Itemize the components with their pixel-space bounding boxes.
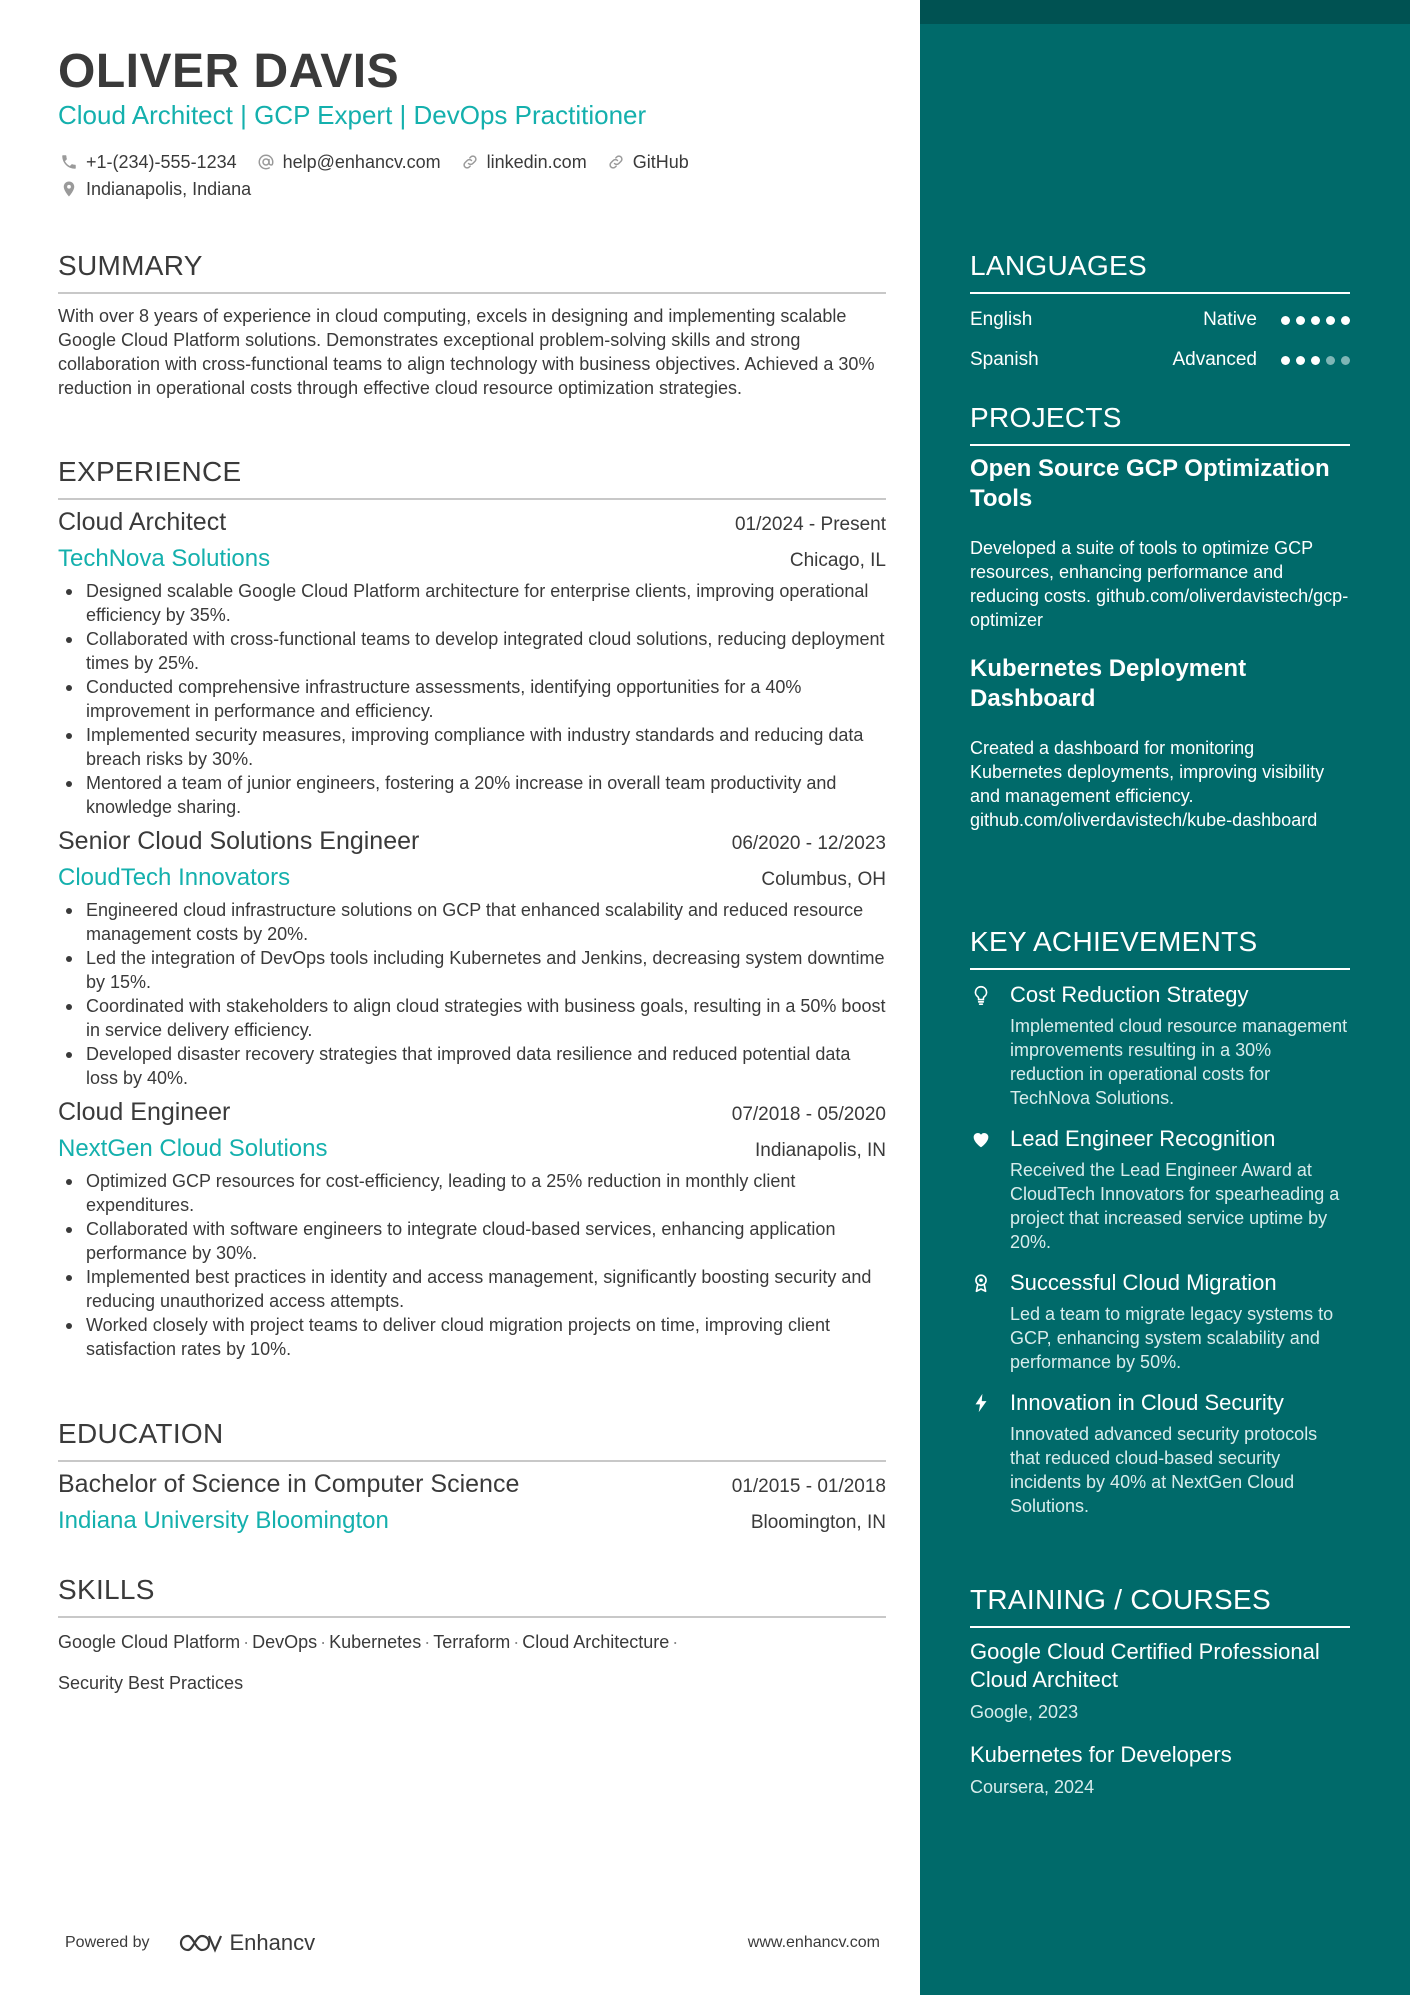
achievement-entry xyxy=(970,980,1350,1110)
education-section xyxy=(58,1418,886,1535)
project-entry xyxy=(970,454,1350,632)
language-name: English xyxy=(970,309,1033,330)
achievement-description: Received the Lead Engineer Award at CloudTech Innovators for spearheading a project that increased service uptime by 20%. xyxy=(1010,1160,1340,1252)
summary-text: With over 8 years of experience in cloud computing, excels in designing and implementing scalable Google Cloud Platform solutions. Demonstrates exceptional problem-solving skills and strong collaboration with cross-functional teams to align technology with business objectives. Achieved a 30% reduction in operational costs through effective cloud resource optimization strategies. xyxy=(58,306,875,398)
job-bullet: Conducted comprehensive infrastructure assessments, identifying opportunities for a 40% improvement in performance and efficiency. xyxy=(58,675,886,723)
rating-dot-filled xyxy=(1281,356,1290,365)
achievement-entry xyxy=(970,1124,1350,1254)
job-role: Cloud Architect xyxy=(58,508,227,536)
skill-item: Security Best Practices xyxy=(58,1673,244,1693)
lightbulb-icon xyxy=(970,980,1010,1110)
job-company: NextGen Cloud Solutions xyxy=(58,1135,328,1162)
language-level: Advanced xyxy=(1172,349,1257,370)
skill-separator: · xyxy=(243,1632,250,1652)
contact-location xyxy=(58,178,251,200)
skill-item: DevOps xyxy=(252,1632,318,1652)
candidate-title: Cloud Architect | GCP Expert | DevOps Practitioner xyxy=(58,100,647,130)
language-rating xyxy=(1275,356,1350,365)
project-title: Kubernetes Deployment Dashboard xyxy=(970,655,1247,712)
heart-icon xyxy=(970,1124,1010,1254)
achievement-entry xyxy=(970,1388,1350,1518)
job-bullet: Developed disaster recovery strategies that improved data resilience and reduced potential data loss by 40%. xyxy=(58,1042,886,1090)
achievement-title: Lead Engineer Recognition xyxy=(1010,1126,1276,1151)
job-bullet: Implemented best practices in identity and access management, significantly boosting security and reducing unauthorized access attempts. xyxy=(58,1265,886,1313)
education-degree: Bachelor of Science in Computer Science xyxy=(58,1470,520,1498)
skills-heading: SKILLS xyxy=(58,1574,886,1618)
email-text: help@enhancv.com xyxy=(282,151,441,172)
job-bullet: Collaborated with cross-functional teams to develop integrated cloud solutions, reducing deployment times by 25%. xyxy=(58,627,886,675)
sidebar-top-bar xyxy=(920,0,1410,24)
footer-website[interactable]: www.enhancv.com xyxy=(747,1934,880,1951)
job-bullet: Coordinated with stakeholders to align cloud strategies with business goals, resulting in a 50% boost in service delivery efficiency. xyxy=(58,994,886,1042)
job-company: TechNova Solutions xyxy=(58,545,271,572)
education-heading: EDUCATION xyxy=(58,1418,886,1462)
job-role: Cloud Engineer xyxy=(58,1098,231,1126)
skill-item: Google Cloud Platform xyxy=(58,1632,241,1652)
job-dates: 07/2018 - 05/2020 xyxy=(731,1104,886,1125)
language-level: Native xyxy=(1203,309,1257,330)
education-school: Indiana University Bloomington xyxy=(58,1507,389,1534)
rating-dot-filled xyxy=(1281,316,1290,325)
job-company: CloudTech Innovators xyxy=(58,864,291,891)
project-description: Developed a suite of tools to optimize GCP resources, enhancing performance and reducing costs. github.com/oliverdavistech/gcp-optimizer xyxy=(970,538,1349,630)
job-location: Columbus, OH xyxy=(761,869,886,890)
education-location: Bloomington, IN xyxy=(750,1512,886,1533)
contact-info xyxy=(58,149,888,203)
link-icon xyxy=(459,151,481,173)
job-bullets xyxy=(58,1169,886,1361)
job-bullet: Designed scalable Google Cloud Platform architecture for enterprise clients, improving operational efficiency by 35%. xyxy=(58,579,886,627)
job-bullet: Engineered cloud infrastructure solutions on GCP that enhanced scalability and reduced resource management costs by 20%. xyxy=(58,898,886,946)
training-section xyxy=(970,1584,1350,1798)
job-entry xyxy=(58,827,886,1090)
job-dates: 01/2024 - Present xyxy=(734,514,886,535)
sidebar xyxy=(920,0,1410,1995)
location-text: Indianapolis, Indiana xyxy=(86,178,252,199)
job-bullet: Optimized GCP resources for cost-efficiency, leading to a 25% reduction in monthly client expenditures. xyxy=(58,1169,886,1217)
skills-section xyxy=(58,1574,886,1704)
rating-dot-filled xyxy=(1311,316,1320,325)
achievement-description: Implemented cloud resource management improvements resulting in a 30% reduction in operational costs for TechNova Solutions. xyxy=(1010,1016,1348,1108)
contact-github[interactable] xyxy=(605,151,689,173)
contact-linkedin[interactable] xyxy=(459,151,587,173)
course-entry xyxy=(970,1638,1350,1723)
rating-dot-filled xyxy=(1311,356,1320,365)
achievement-entry xyxy=(970,1268,1350,1374)
project-description: Created a dashboard for monitoring Kubernetes deployments, improving visibility and management efficiency. github.com/oliverdavistech/kube-dashboard xyxy=(970,738,1325,830)
rating-dot-empty xyxy=(1341,356,1350,365)
linkedin-text: linkedin.com xyxy=(486,151,587,172)
skill-item: Kubernetes xyxy=(329,1632,422,1652)
contact-phone[interactable] xyxy=(58,151,237,173)
course-provider: Coursera, 2024 xyxy=(970,1777,1095,1797)
candidate-name: OLIVER DAVIS xyxy=(58,45,400,98)
rating-dot-filled xyxy=(1296,356,1305,365)
languages-heading: LANGUAGES xyxy=(970,250,1350,294)
lightning-icon xyxy=(970,1388,1010,1518)
skill-item: Cloud Architecture xyxy=(522,1632,670,1652)
location-pin-icon xyxy=(58,178,80,200)
job-entry xyxy=(58,508,886,819)
language-row xyxy=(970,300,1350,340)
rating-dot-filled xyxy=(1341,316,1350,325)
skill-separator: · xyxy=(672,1632,679,1652)
footer xyxy=(65,1928,880,1958)
job-bullets xyxy=(58,898,886,1090)
languages-section xyxy=(970,250,1350,380)
skills-list xyxy=(58,1622,886,1704)
rating-dot-empty xyxy=(1326,356,1335,365)
achievement-description: Led a team to migrate legacy systems to GCP, enhancing system scalability and performance by 50%. xyxy=(1010,1304,1334,1372)
job-dates: 06/2020 - 12/2023 xyxy=(731,833,886,854)
training-heading: TRAINING / COURSES xyxy=(970,1584,1350,1628)
achievement-description: Innovated advanced security protocols that reduced cloud-based security incidents by 40% at NextGen Cloud Solutions. xyxy=(1010,1424,1318,1516)
course-entry xyxy=(970,1741,1350,1798)
award-icon xyxy=(970,1268,1010,1374)
course-provider: Google, 2023 xyxy=(970,1702,1079,1722)
summary-heading: SUMMARY xyxy=(58,250,886,294)
course-title: Kubernetes for Developers xyxy=(970,1742,1232,1767)
language-row xyxy=(970,340,1350,380)
course-title: Google Cloud Certified Professional Cloud Architect xyxy=(970,1639,1320,1692)
phone-text: +1-(234)-555-1234 xyxy=(86,151,237,172)
project-title: Open Source GCP Optimization Tools xyxy=(970,455,1330,512)
job-bullets xyxy=(58,579,886,819)
project-entry xyxy=(970,654,1350,832)
contact-email[interactable] xyxy=(255,151,441,173)
job-role: Senior Cloud Solutions Engineer xyxy=(58,827,420,855)
achievement-title: Successful Cloud Migration xyxy=(1010,1270,1277,1295)
link-icon xyxy=(605,151,627,173)
education-dates: 01/2015 - 01/2018 xyxy=(731,1476,886,1497)
skill-separator: · xyxy=(424,1632,431,1652)
brand-name: Enhancv xyxy=(229,1930,316,1955)
phone-icon xyxy=(58,151,80,173)
job-location: Chicago, IL xyxy=(789,550,886,571)
achievements-section xyxy=(970,926,1350,1518)
achievements-heading: KEY ACHIEVEMENTS xyxy=(970,926,1350,970)
job-bullet: Led the integration of DevOps tools including Kubernetes and Jenkins, decreasing system downtime by 15%. xyxy=(58,946,886,994)
enhancv-logo-icon xyxy=(178,1931,224,1955)
achievement-title: Cost Reduction Strategy xyxy=(1010,982,1249,1007)
job-bullet: Worked closely with project teams to deliver cloud migration projects on time, improving client satisfaction rates by 10%. xyxy=(58,1313,886,1361)
enhancv-logo[interactable] xyxy=(178,1930,316,1956)
achievement-title: Innovation in Cloud Security xyxy=(1010,1390,1284,1415)
rating-dot-filled xyxy=(1296,316,1305,325)
job-location: Indianapolis, IN xyxy=(755,1140,886,1161)
rating-dot-filled xyxy=(1326,316,1335,325)
projects-section xyxy=(970,402,1350,832)
github-text: GitHub xyxy=(632,151,689,172)
powered-by-label: Powered by xyxy=(65,1934,150,1951)
at-icon xyxy=(255,151,277,173)
language-name: Spanish xyxy=(970,349,1039,370)
job-bullet: Implemented security measures, improving compliance with industry standards and reducing data breach risks by 30%. xyxy=(58,723,886,771)
job-bullet: Collaborated with software engineers to integrate cloud-based services, enhancing application performance by 30%. xyxy=(58,1217,886,1265)
job-bullet: Mentored a team of junior engineers, fostering a 20% increase in overall team productivity and knowledge sharing. xyxy=(58,771,886,819)
language-rating xyxy=(1275,316,1350,325)
experience-heading: EXPERIENCE xyxy=(58,456,886,500)
summary-section xyxy=(58,250,886,400)
skill-item: Terraform xyxy=(433,1632,511,1652)
powered-by xyxy=(65,1930,315,1956)
skill-separator: · xyxy=(320,1632,327,1652)
skill-separator: · xyxy=(513,1632,520,1652)
projects-heading: PROJECTS xyxy=(970,402,1350,446)
experience-section xyxy=(58,456,886,1361)
job-entry xyxy=(58,1098,886,1361)
